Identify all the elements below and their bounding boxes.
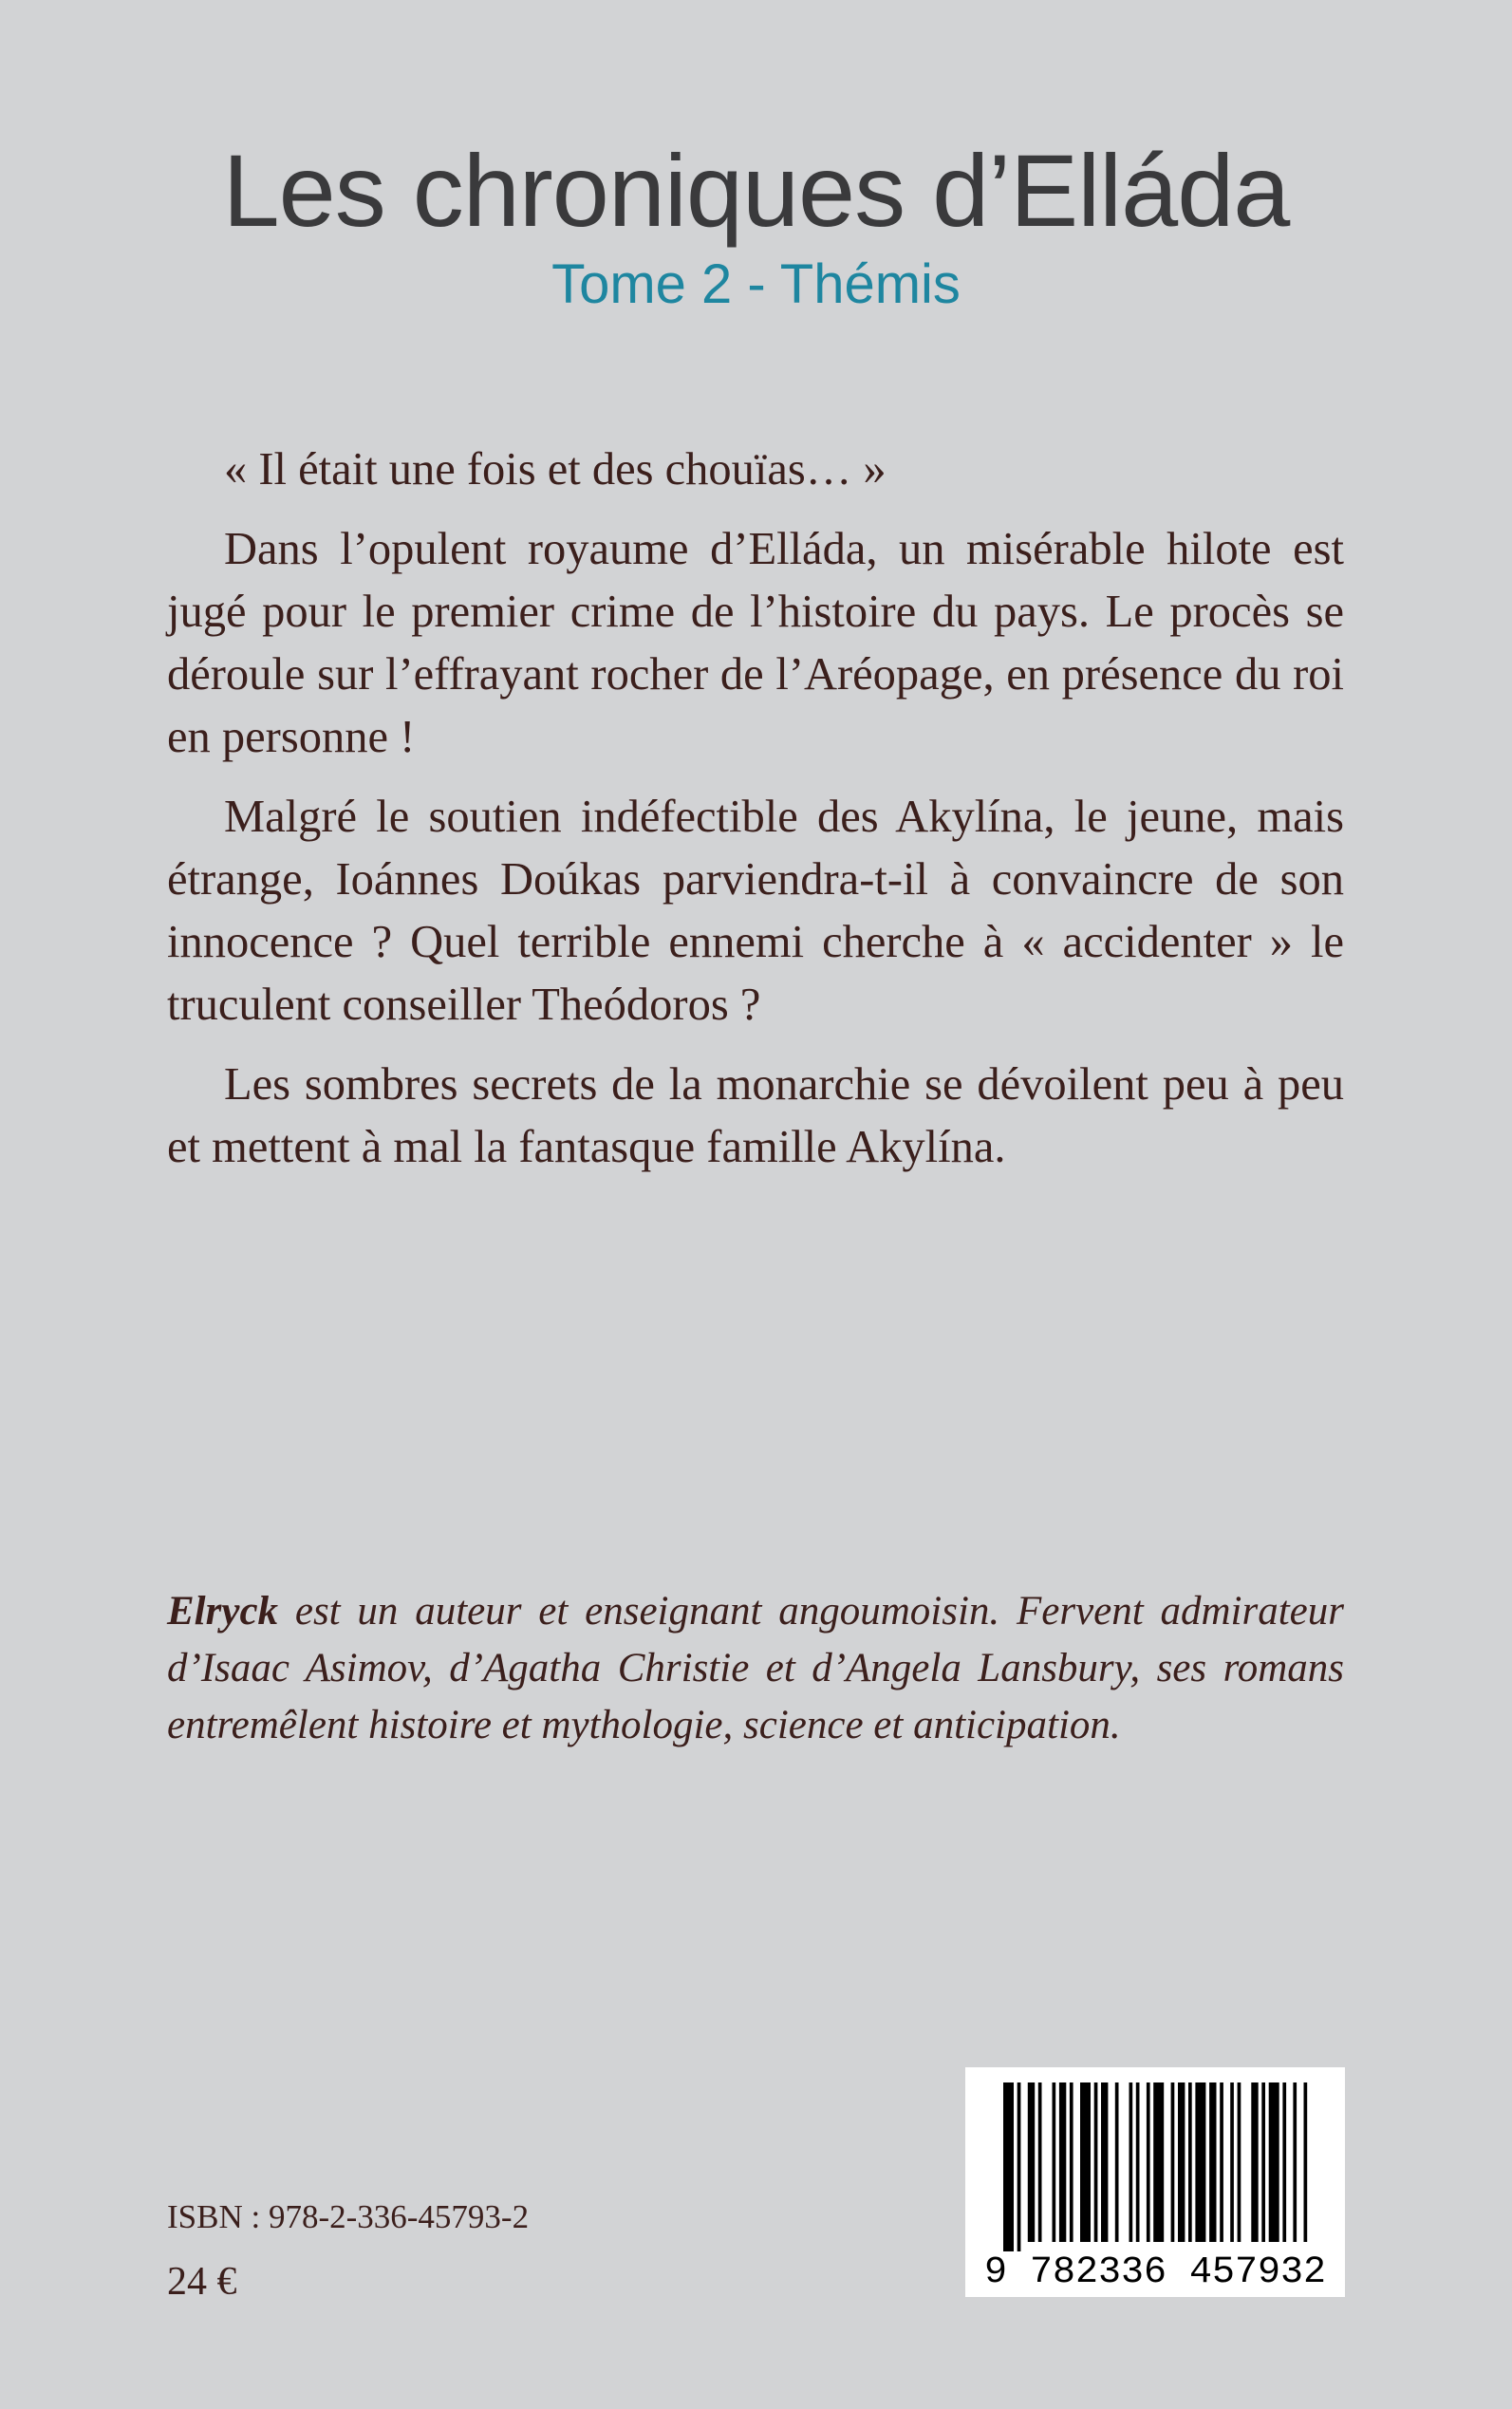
barcode-bar <box>1209 2082 1216 2242</box>
barcode-bar <box>1230 2082 1234 2242</box>
barcode-bar <box>1059 2082 1066 2242</box>
blurb-paragraph-2: Dans l’opulent royaume d’Elláda, un misérable hilote est jugé pour le premier crime de l’histoire du pays. Le procès se déroule sur l’effrayant rocher de l’Aréopage, en présence du roi en personne ! <box>167 524 1344 762</box>
barcode-bar <box>1293 2082 1297 2242</box>
barcode-bar <box>1070 2082 1073 2242</box>
blurb-paragraph-1: « Il était une fois et des chouïas… » <box>224 444 887 495</box>
barcode-bar <box>1188 2082 1192 2242</box>
barcode-bar <box>1080 2082 1091 2242</box>
barcode-bar <box>1053 2082 1056 2242</box>
blurb-paragraph-4: Les sombres secrets de la monarchie se dévoilent peu à peu et mettent à mal la fantasque famille Akylína. <box>167 1059 1344 1172</box>
barcode-bar <box>1136 2082 1140 2242</box>
barcode-bar <box>1238 2082 1241 2242</box>
blurb-text <box>167 439 1344 1196</box>
barcode-bar <box>1251 2082 1258 2242</box>
barcode-bar <box>1129 2082 1133 2242</box>
price-label: 24 € <box>167 2260 237 2304</box>
barcode-bar <box>1269 2082 1279 2242</box>
barcode-bar <box>1304 2082 1308 2242</box>
barcode-bar <box>1094 2082 1098 2242</box>
barcode-bars <box>965 2067 1345 2297</box>
blurb-paragraph-3: Malgré le soutien indéfectible des Akylína, le jeune, mais étrange, Ioánnes Doúkas parviendra-t-il à convaincre de son innocence ? Quel terrible ennemi cherche à « accidenter » le truculent conseiller Theódoros ? <box>167 792 1344 1030</box>
barcode-bar <box>1153 2082 1164 2242</box>
barcode-bar <box>1038 2082 1042 2242</box>
book-subtitle: Tome 2 - Thémis <box>551 253 961 315</box>
barcode-digits: 9 782336 457932 <box>983 2251 1327 2294</box>
barcode-bar <box>1178 2082 1185 2242</box>
barcode <box>965 2067 1345 2297</box>
barcode-bar <box>1282 2082 1286 2242</box>
author-bio <box>167 1583 1344 1754</box>
book-title: Les chroniques d’Elláda <box>222 133 1290 248</box>
author-name: Elryck <box>167 1589 279 1634</box>
author-bio-text: est un auteur et enseignant angoumoisin. Fervent admirateur d’Isaac Asimov, d’Agatha Christie et d’Angela Lansbury, ses romans entremêlent histoire et mythologie, science et anticipation. <box>167 1589 1344 1747</box>
barcode-bar <box>1147 2082 1150 2242</box>
barcode-bar <box>1101 2082 1108 2242</box>
barcode-bar <box>1220 2082 1223 2242</box>
barcode-bar <box>1195 2082 1205 2242</box>
barcode-bar <box>1261 2082 1265 2242</box>
isbn-label: ISBN : 978-2-336-45793-2 <box>167 2198 530 2235</box>
barcode-bar <box>1017 2082 1021 2251</box>
barcode-bar <box>1115 2082 1119 2242</box>
barcode-bar <box>1003 2082 1014 2251</box>
barcode-bar <box>1028 2082 1035 2242</box>
barcode-bar <box>1171 2082 1175 2242</box>
